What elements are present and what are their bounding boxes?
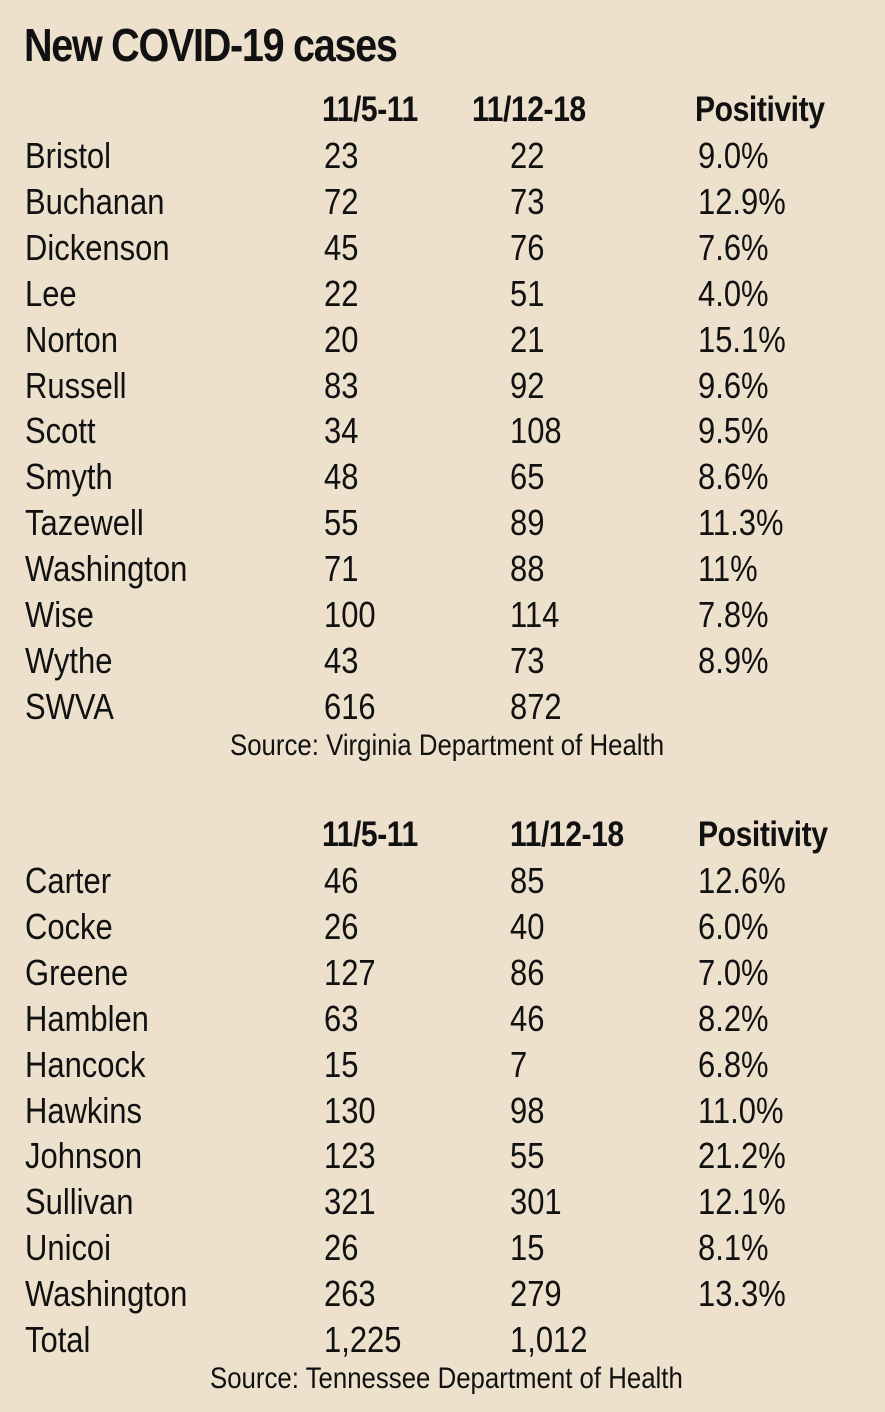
table-cell: 4.0% <box>698 272 769 314</box>
table-row <box>0 1088 885 1134</box>
row-label: Total <box>25 1319 91 1360</box>
row-label: Washington <box>25 1273 188 1315</box>
table-cell: 7.0% <box>698 951 769 993</box>
table-row <box>0 684 885 730</box>
table-row <box>0 133 885 179</box>
table-row <box>0 225 885 271</box>
table-cell: 26 <box>324 905 359 947</box>
table-cell: 11.3% <box>698 502 784 544</box>
table-row <box>0 363 885 409</box>
table-cell: 6.0% <box>698 905 769 947</box>
table-cell: 108 <box>510 410 562 452</box>
row-label: Russell <box>25 364 127 406</box>
row-label: SWVA <box>25 685 114 727</box>
table-cell: 8.1% <box>698 1227 769 1269</box>
table-cell: 48 <box>324 456 359 498</box>
source-note: Source: Virginia Department of Health <box>230 729 665 762</box>
row-label: Hawkins <box>25 1089 143 1131</box>
column-header: 11/5-11 <box>322 90 418 129</box>
table-cell: 55 <box>510 1135 545 1177</box>
row-label: Smyth <box>25 456 113 498</box>
table-row <box>0 592 885 638</box>
row-label: Scott <box>25 410 96 452</box>
table-row <box>0 408 885 454</box>
table-row <box>0 950 885 996</box>
table-cell: 1,225 <box>324 1319 402 1360</box>
table-cell: 85 <box>510 860 545 901</box>
table-cell: 11% <box>698 548 758 590</box>
row-label: Unicoi <box>25 1227 112 1269</box>
table-cell: 872 <box>510 685 562 727</box>
table-row <box>0 500 885 546</box>
table-cell: 12.1% <box>698 1181 786 1223</box>
table-cell: 22 <box>324 272 359 314</box>
table-cell: 63 <box>324 997 359 1039</box>
table-cell: 12.9% <box>698 180 786 222</box>
row-label: Buchanan <box>25 180 165 222</box>
table-cell: 73 <box>510 180 545 222</box>
table-cell: 72 <box>324 180 359 222</box>
column-header: Positivity <box>698 815 828 854</box>
table-cell: 73 <box>510 639 545 681</box>
table-cell: 321 <box>324 1181 376 1223</box>
table-row <box>0 1133 885 1179</box>
table-cell: 26 <box>324 1227 359 1269</box>
table-cell: 114 <box>510 594 560 635</box>
table-cell: 12.6% <box>698 860 786 901</box>
table-cell: 89 <box>510 502 545 544</box>
table-cell: 9.0% <box>698 135 769 176</box>
row-label: Hamblen <box>25 997 149 1039</box>
table-cell: 7 <box>510 1043 528 1085</box>
table-cell: 92 <box>510 364 545 406</box>
row-label: Carter <box>25 860 112 901</box>
row-label: Tazewell <box>25 502 144 544</box>
chart-title: New COVID-19 cases <box>24 19 397 71</box>
table-row <box>0 1042 885 1088</box>
table-cell: 88 <box>510 548 545 590</box>
table-cell: 22 <box>510 135 545 176</box>
table-cell: 65 <box>510 456 545 498</box>
table-cell: 1,012 <box>510 1319 588 1360</box>
table-cell: 15 <box>510 1227 545 1269</box>
row-label: Johnson <box>25 1135 143 1177</box>
table-cell: 51 <box>510 272 545 314</box>
table-cell: 55 <box>324 502 359 544</box>
table-cell: 21 <box>510 318 545 360</box>
row-label: Wise <box>25 594 94 635</box>
table-cell: 13.3% <box>698 1273 786 1315</box>
table-cell: 21.2% <box>698 1135 786 1177</box>
table-row <box>0 179 885 225</box>
table-cell: 616 <box>324 685 376 727</box>
row-label: Dickenson <box>25 226 170 268</box>
table-cell: 40 <box>510 905 545 947</box>
table-cell: 7.8% <box>698 594 769 635</box>
table-row <box>0 996 885 1042</box>
row-label: Bristol <box>25 135 112 176</box>
row-label: Hancock <box>25 1043 146 1085</box>
table-row <box>0 317 885 363</box>
table-cell: 23 <box>324 135 359 176</box>
table-cell: 15.1% <box>698 318 786 360</box>
table-row <box>0 271 885 317</box>
table-cell: 123 <box>324 1135 376 1177</box>
table-row <box>0 1179 885 1225</box>
table-cell: 127 <box>324 951 376 993</box>
table-cell: 9.6% <box>698 364 769 406</box>
table-cell: 15 <box>324 1043 359 1085</box>
row-label: Sullivan <box>25 1181 134 1223</box>
row-label: Lee <box>25 272 77 314</box>
table-cell: 71 <box>324 548 359 590</box>
table-row <box>0 1271 885 1317</box>
table-cell: 8.2% <box>698 997 769 1039</box>
table-header-row <box>0 812 885 858</box>
column-header: 11/12-18 <box>472 90 586 129</box>
table-cell: 46 <box>510 997 545 1039</box>
table-cell: 83 <box>324 364 359 406</box>
table-header-row <box>0 87 885 133</box>
table-row <box>0 1317 885 1363</box>
row-label: Washington <box>25 548 188 590</box>
column-header: Positivity <box>695 90 825 129</box>
table-cell: 45 <box>324 226 359 268</box>
table-cell: 34 <box>324 410 359 452</box>
row-label: Norton <box>25 318 118 360</box>
table-cell: 301 <box>510 1181 562 1223</box>
table-cell: 100 <box>324 594 376 635</box>
table-cell: 98 <box>510 1089 545 1131</box>
table-cell: 11.0% <box>698 1089 784 1131</box>
table-cell: 9.5% <box>698 410 769 452</box>
table-cell: 263 <box>324 1273 376 1315</box>
row-label: Wythe <box>25 639 113 681</box>
table-cell: 130 <box>324 1089 376 1131</box>
table-cell: 8.9% <box>698 639 769 681</box>
source-note: Source: Tennessee Department of Health <box>210 1362 683 1395</box>
table-cell: 8.6% <box>698 456 769 498</box>
table-cell: 7.6% <box>698 226 769 268</box>
table-row <box>0 546 885 592</box>
table-row <box>0 1225 885 1271</box>
row-label: Cocke <box>25 905 113 947</box>
table-row <box>0 904 885 950</box>
table-cell: 86 <box>510 951 545 993</box>
table-cell: 76 <box>510 226 545 268</box>
table-cell: 46 <box>324 860 359 901</box>
table-row <box>0 858 885 904</box>
column-header: 11/5-11 <box>322 815 418 854</box>
table-cell: 43 <box>324 639 359 681</box>
table-cell: 20 <box>324 318 359 360</box>
table-cell: 279 <box>510 1273 562 1315</box>
table-row <box>0 454 885 500</box>
table-cell: 6.8% <box>698 1043 769 1085</box>
row-label: Greene <box>25 951 129 993</box>
table-row <box>0 638 885 684</box>
column-header: 11/12-18 <box>510 815 624 854</box>
